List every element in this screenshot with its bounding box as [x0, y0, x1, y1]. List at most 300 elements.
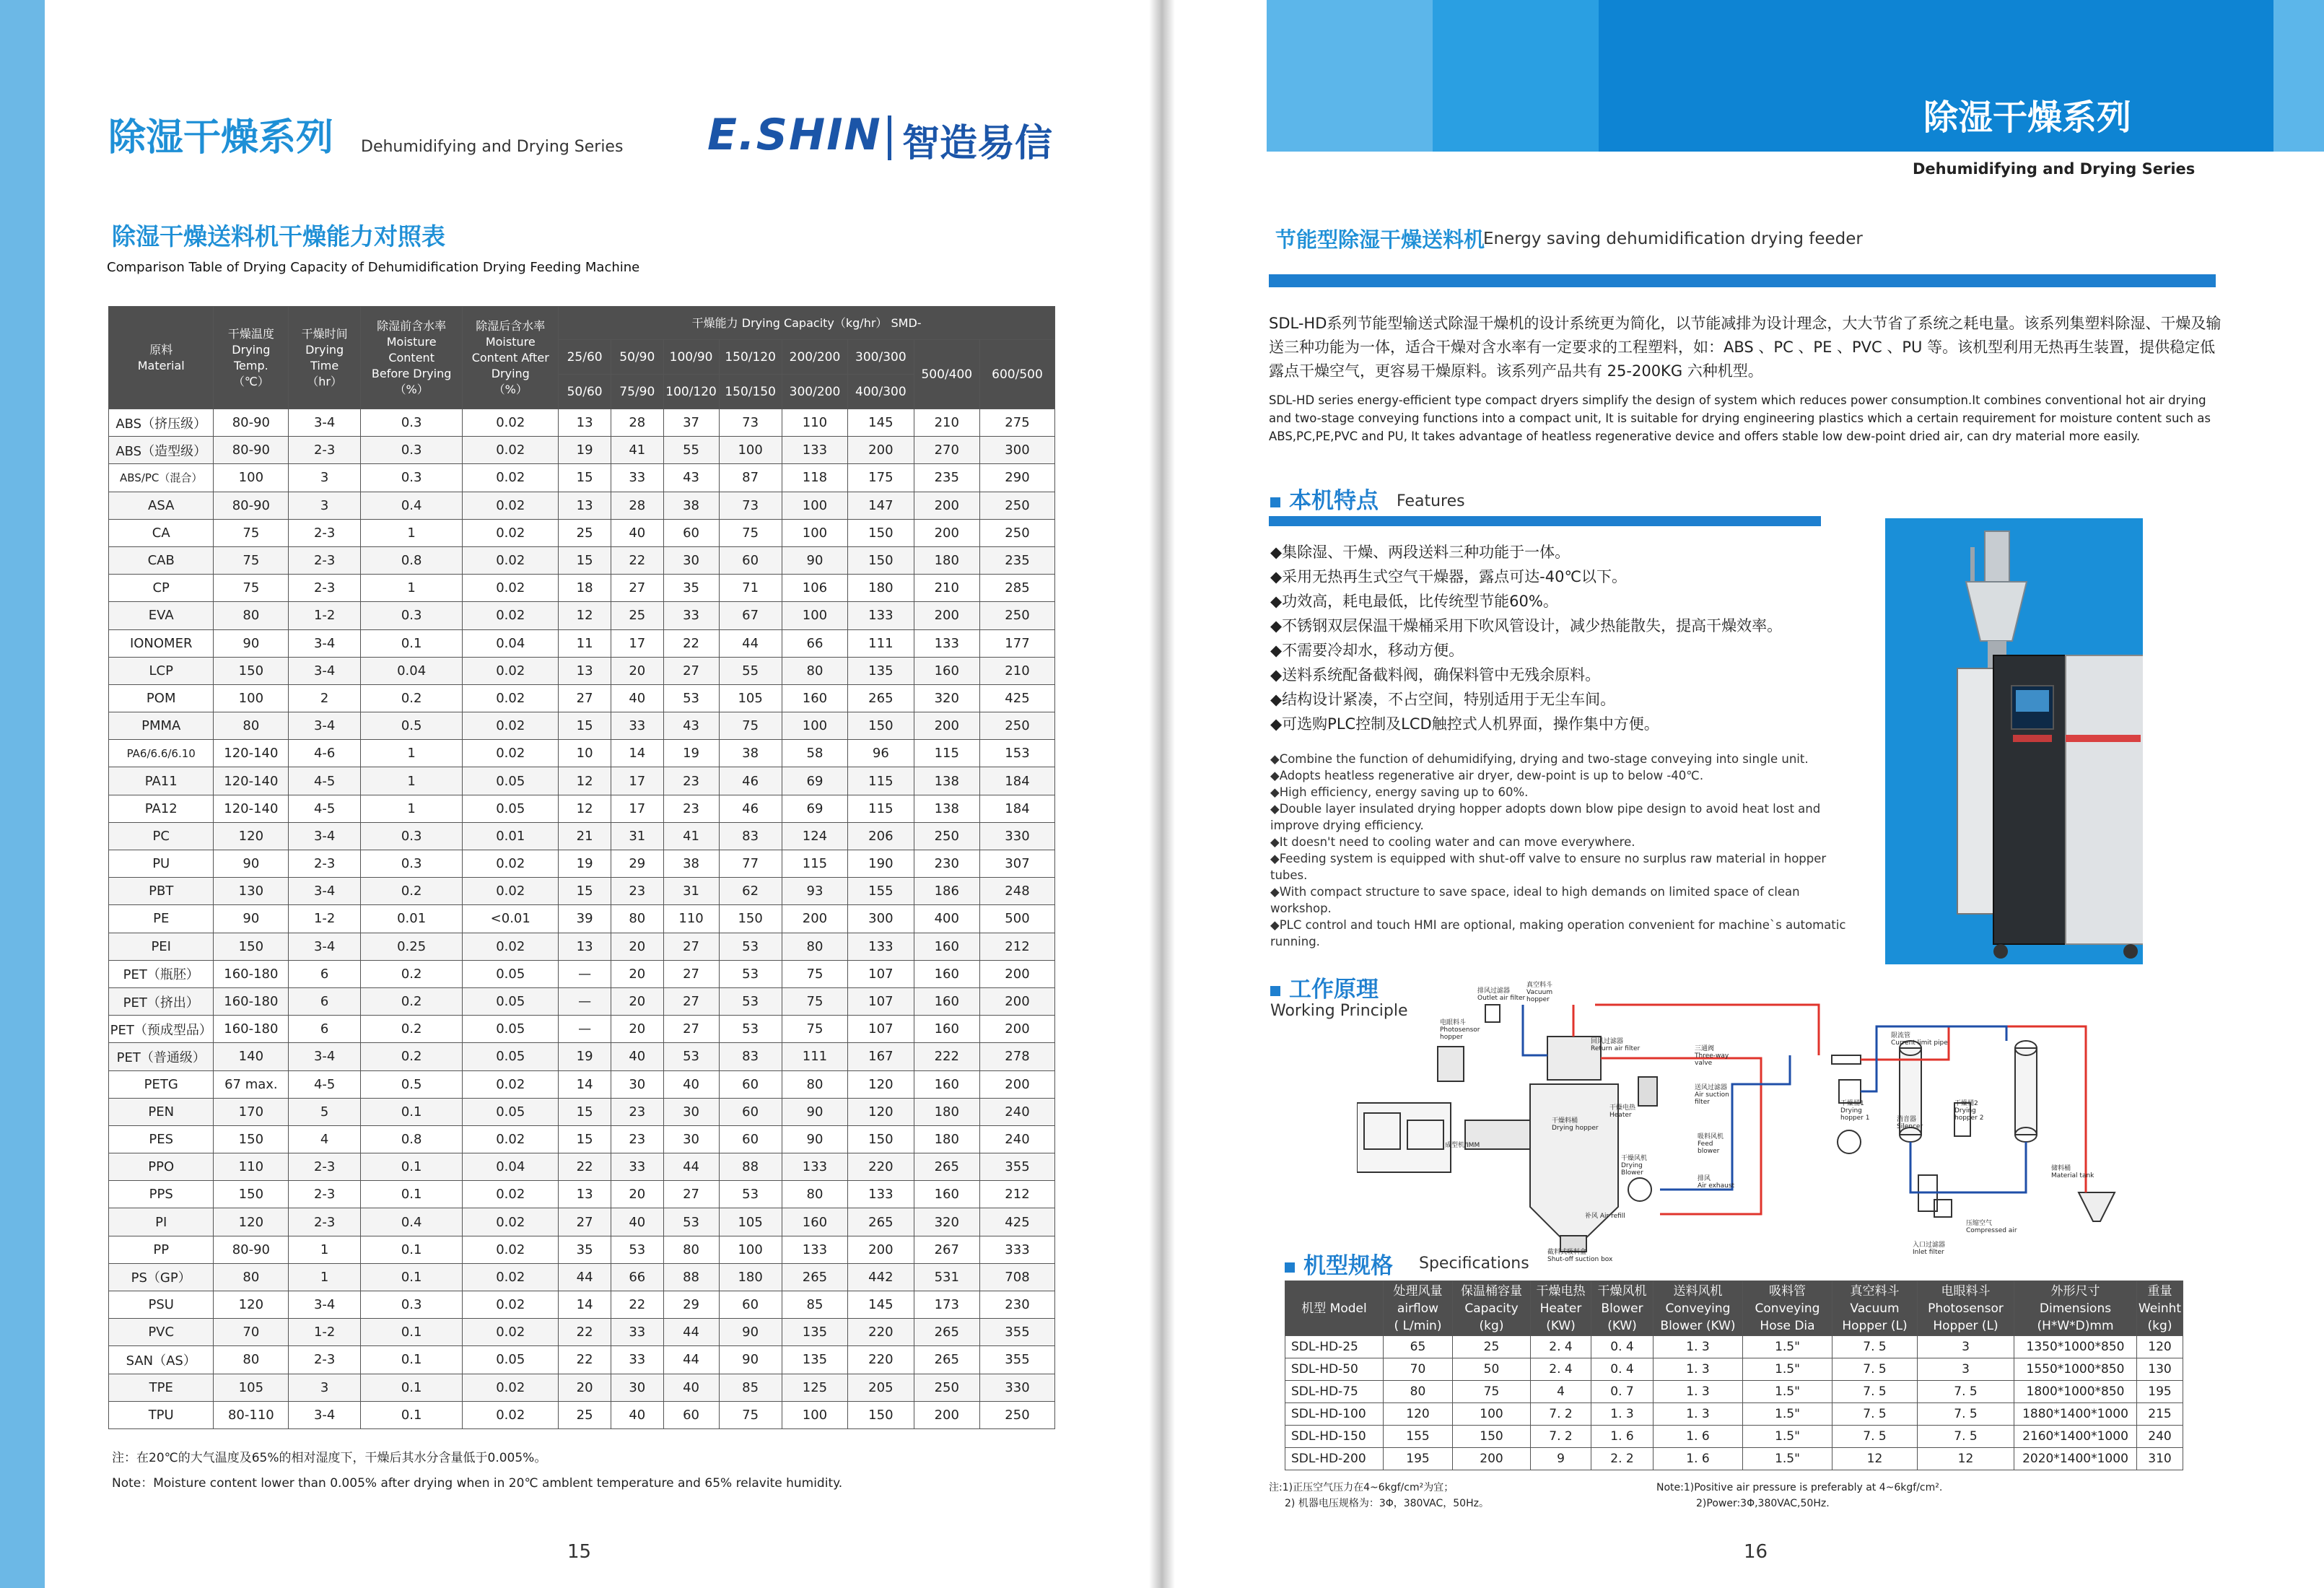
value-cell: 90 [719, 1319, 782, 1346]
feature-item: ◆不需要冷却水，移动方便。 [1270, 642, 1464, 659]
table-row [109, 933, 1055, 960]
value-cell: 53 [719, 1181, 782, 1208]
spec-header-cell: 吸料管 Conveying Hose Dia [1743, 1281, 1832, 1336]
value-cell: 0.02 [463, 1291, 559, 1319]
value-cell: <0.01 [463, 905, 559, 933]
feature-item-en: ◆With compact structure to save space, ideal to high demands on limited space of clean workshop. [1270, 885, 1800, 915]
table-row [109, 437, 1055, 464]
spec-value-cell: 155 [1384, 1426, 1453, 1448]
value-cell: 150 [214, 1181, 289, 1208]
value-cell: 10 [559, 740, 611, 767]
value-cell: 90 [214, 629, 289, 657]
value-cell: 55 [719, 657, 782, 684]
value-cell: 15 [559, 878, 611, 905]
value-cell: 22 [559, 1346, 611, 1374]
table-row [109, 602, 1055, 629]
value-cell: 13 [559, 1181, 611, 1208]
value-cell: 85 [719, 1374, 782, 1401]
value-cell: 17 [611, 767, 663, 795]
label-air-refill: 补风 Air refill [1585, 1213, 1625, 1220]
value-cell: 0.5 [361, 712, 463, 740]
value-cell: 150 [848, 1401, 914, 1428]
value-cell: 265 [848, 1208, 914, 1236]
value-cell: 39 [559, 905, 611, 933]
label-silencer: 消音器 Silencer [1897, 1116, 1923, 1130]
value-cell: 220 [848, 1346, 914, 1374]
value-cell: 53 [611, 1236, 663, 1263]
value-cell: 150 [848, 712, 914, 740]
header-capacity: 干燥能力 Drying Capacity（kg/hr） SMD- [559, 307, 1055, 340]
value-cell: 0.05 [463, 1016, 559, 1043]
value-cell: 67 [719, 602, 782, 629]
value-cell: 38 [663, 492, 719, 519]
material-cell: TPE [109, 1374, 214, 1401]
value-cell: 69 [782, 795, 847, 822]
value-cell: 44 [663, 1346, 719, 1374]
table-row [109, 492, 1055, 519]
value-cell: 60 [719, 1098, 782, 1125]
value-cell: 66 [611, 1263, 663, 1291]
value-cell: 0.02 [463, 878, 559, 905]
features-heading: 本机特点 [1270, 482, 1379, 515]
table-row [109, 740, 1055, 767]
features-rule [1269, 516, 1821, 526]
value-cell: 3-4 [289, 878, 361, 905]
value-cell: 100 [782, 602, 847, 629]
size-header: 300/200 [782, 375, 847, 409]
value-cell: 80 [782, 1070, 847, 1098]
value-cell: 184 [979, 767, 1054, 795]
value-cell: 265 [848, 684, 914, 712]
spec-header-cell: 外形尺寸 Dimensions (H*W*D)mm [2014, 1281, 2137, 1336]
value-cell: 80-90 [214, 409, 289, 437]
size-header: 150/150 [719, 375, 782, 409]
spec-value-cell: 1.5" [1743, 1403, 1832, 1426]
material-cell: PEI [109, 933, 214, 960]
value-cell: 75 [782, 987, 847, 1015]
spec-value-cell: 195 [1384, 1448, 1453, 1470]
value-cell: 53 [719, 960, 782, 987]
value-cell: 0.3 [361, 850, 463, 878]
feature-item-en: ◆It doesn't need to cooling water and can move everywhere. [1270, 835, 1635, 849]
size-header: 500/400 [914, 340, 979, 409]
value-cell: 19 [559, 850, 611, 878]
value-cell: 0.02 [463, 409, 559, 437]
value-cell: 80-90 [214, 492, 289, 519]
value-cell: 115 [848, 767, 914, 795]
value-cell: 180 [914, 546, 979, 574]
page-number-right: 16 [1744, 1541, 1768, 1563]
label-drying-blower: 干燥风机 Drying Blower [1621, 1155, 1648, 1177]
spec-value-cell: 1. 6 [1654, 1448, 1743, 1470]
value-cell: 0.1 [361, 1098, 463, 1125]
value-cell: 0.1 [361, 629, 463, 657]
spec-value-cell: 7. 5 [1832, 1381, 1918, 1403]
value-cell: 307 [979, 850, 1054, 878]
value-cell: 100 [782, 712, 847, 740]
spec-value-cell: 1. 3 [1654, 1381, 1743, 1403]
value-cell: 133 [914, 629, 979, 657]
value-cell: 0.02 [463, 1236, 559, 1263]
value-cell: 240 [979, 1098, 1054, 1125]
label-current-limit: 限流管 Current limit pipe [1891, 1032, 1948, 1047]
value-cell: 0.02 [463, 1401, 559, 1428]
value-cell: 75 [214, 575, 289, 602]
value-cell: 0.02 [463, 1070, 559, 1098]
value-cell: 0.02 [463, 1125, 559, 1153]
value-cell: 2-3 [289, 850, 361, 878]
square-bullet-icon [1285, 1262, 1295, 1273]
value-cell: 40 [663, 1374, 719, 1401]
spec-value-cell: 1800*1000*850 [2014, 1381, 2137, 1403]
value-cell: 1 [361, 795, 463, 822]
value-cell: 320 [914, 684, 979, 712]
value-cell: 22 [663, 629, 719, 657]
material-cell: LCP [109, 657, 214, 684]
material-cell: CP [109, 575, 214, 602]
spec-value-cell: 1. 3 [1654, 1358, 1743, 1381]
value-cell: 22 [559, 1153, 611, 1181]
value-cell: 200 [979, 960, 1054, 987]
spec-header-row [1285, 1281, 2183, 1336]
material-cell: PPS [109, 1181, 214, 1208]
value-cell: 320 [914, 1208, 979, 1236]
value-cell: 20 [559, 1374, 611, 1401]
material-cell: PA11 [109, 767, 214, 795]
value-cell: 71 [719, 575, 782, 602]
value-cell: 31 [611, 822, 663, 850]
value-cell: 90 [782, 1098, 847, 1125]
material-cell: ABS（造型级） [109, 437, 214, 464]
value-cell: 150 [214, 1125, 289, 1153]
value-cell: 120 [214, 1208, 289, 1236]
header-moisture-after: 除湿后含水率 Moisture Content After Drying （%） [463, 307, 559, 409]
value-cell: 0.04 [361, 657, 463, 684]
label-suction-filter: 送风过滤器 Air suction filter [1695, 1084, 1729, 1106]
value-cell: 135 [782, 1319, 847, 1346]
value-cell: 160 [914, 1070, 979, 1098]
left-edge-stripe [0, 0, 45, 1588]
value-cell: 100 [782, 492, 847, 519]
value-cell: 4-6 [289, 740, 361, 767]
value-cell: 0.05 [463, 987, 559, 1015]
spec-value-cell: 7. 5 [1832, 1403, 1918, 1426]
value-cell: 100 [214, 464, 289, 492]
header-material: 原料 Material [109, 307, 214, 409]
value-cell: 53 [719, 987, 782, 1015]
value-cell: 40 [611, 1043, 663, 1070]
value-cell: 33 [611, 1153, 663, 1181]
spec-row [1285, 1381, 2183, 1403]
banner-subtitle: Dehumidifying and Drying Series [1913, 160, 2196, 178]
value-cell: 3 [289, 492, 361, 519]
value-cell: 0.02 [463, 464, 559, 492]
value-cell: — [559, 960, 611, 987]
value-cell: 1 [361, 519, 463, 546]
value-cell: 6 [289, 1016, 361, 1043]
value-cell: 0.02 [463, 519, 559, 546]
material-cell: CA [109, 519, 214, 546]
value-cell: 33 [611, 464, 663, 492]
material-cell: PP [109, 1236, 214, 1263]
spec-value-cell: 1350*1000*850 [2014, 1336, 2137, 1358]
value-cell: 0.2 [361, 684, 463, 712]
value-cell: 90 [782, 546, 847, 574]
feature-item: ◆不锈钢双层保温干燥桶采用下吹风管设计，减少热能散失，提高干燥效率。 [1270, 617, 1783, 634]
value-cell: 30 [663, 546, 719, 574]
value-cell: 160 [782, 684, 847, 712]
spec-value-cell: 7. 5 [1832, 1426, 1918, 1448]
value-cell: 3-4 [289, 657, 361, 684]
feature-item-en: ◆Adopts heatless regenerative air dryer, dew-point is up to below -40℃. [1270, 769, 1704, 782]
spec-value-cell: 1.5" [1743, 1336, 1832, 1358]
value-cell: 30 [663, 1125, 719, 1153]
value-cell: 250 [914, 1374, 979, 1401]
model-cell: SDL-HD-50 [1285, 1358, 1384, 1381]
spec-value-cell: 150 [1453, 1426, 1531, 1448]
value-cell: 3 [289, 1374, 361, 1401]
value-cell: 442 [848, 1263, 914, 1291]
feature-item-en: ◆PLC control and touch HMI are optional, making operation convenient for machine`s automatic running. [1270, 918, 1846, 948]
value-cell: 708 [979, 1263, 1054, 1291]
material-cell: PS（GP） [109, 1263, 214, 1291]
value-cell: 3-4 [289, 1401, 361, 1428]
table-row [109, 1236, 1055, 1263]
table-row [109, 960, 1055, 987]
feature-item-en: ◆Double layer insulated drying hopper adopts down blow pipe design to avoid heat lost and improve drying efficiency. [1270, 802, 1821, 832]
value-cell: 184 [979, 795, 1054, 822]
material-cell: PMMA [109, 712, 214, 740]
table-note-cn: 注：在20℃的大气温度及65%的相对湿度下，干燥后其水分含量低于0.005%。 [112, 1451, 547, 1465]
spec-value-cell: 12 [1832, 1448, 1918, 1470]
table-row [109, 1374, 1055, 1401]
value-cell: 0.2 [361, 960, 463, 987]
spec-value-cell: 70 [1384, 1358, 1453, 1381]
value-cell: 0.02 [463, 850, 559, 878]
table-row [109, 1070, 1055, 1098]
value-cell: 210 [979, 657, 1054, 684]
value-cell: 0.02 [463, 740, 559, 767]
value-cell: 0.02 [463, 1181, 559, 1208]
value-cell: 0.1 [361, 1181, 463, 1208]
value-cell: 180 [719, 1263, 782, 1291]
spec-value-cell: 195 [2137, 1381, 2183, 1403]
material-cell: PSU [109, 1291, 214, 1319]
value-cell: 250 [979, 519, 1054, 546]
value-cell: 135 [848, 657, 914, 684]
label-drying-hopper-1: 干燥桶1 Drying hopper 1 [1840, 1100, 1870, 1122]
spec-note-cn-1: 注:1)正压空气压力在4~6kgf/cm²为宜； [1269, 1482, 1454, 1493]
value-cell: 80 [214, 712, 289, 740]
value-cell: 88 [719, 1153, 782, 1181]
spec-value-cell: 2. 4 [1531, 1358, 1591, 1381]
value-cell: 0.3 [361, 822, 463, 850]
page-16 [1162, 0, 2324, 1588]
value-cell: 105 [214, 1374, 289, 1401]
spec-value-cell: 65 [1384, 1336, 1453, 1358]
label-air-exhaust: 排风 Air exhaust [1698, 1175, 1735, 1190]
value-cell: 133 [848, 1181, 914, 1208]
table-row [109, 1208, 1055, 1236]
feature-item: ◆结构设计紧凑，不占空间，特别适用于无尘车间。 [1270, 691, 1616, 708]
value-cell: 115 [848, 795, 914, 822]
brand-name-cn: 智造易信 [902, 122, 1053, 165]
value-cell: 170 [214, 1098, 289, 1125]
header-banner [1267, 0, 2324, 152]
value-cell: 285 [979, 575, 1054, 602]
value-cell: 53 [663, 1208, 719, 1236]
material-cell: ABS/PC（混合） [109, 464, 214, 492]
value-cell: 25 [559, 519, 611, 546]
value-cell: 160-180 [214, 960, 289, 987]
label-drying-hopper: 干燥料桶 Drying hopper [1552, 1117, 1599, 1132]
value-cell: 4-5 [289, 1070, 361, 1098]
table-row [109, 546, 1055, 574]
value-cell: 1-2 [289, 1319, 361, 1346]
value-cell: 0.01 [361, 905, 463, 933]
value-cell: 300 [979, 437, 1054, 464]
value-cell: 125 [782, 1374, 847, 1401]
value-cell: 118 [782, 464, 847, 492]
value-cell: 150 [719, 905, 782, 933]
value-cell: 120 [848, 1098, 914, 1125]
value-cell: 355 [979, 1319, 1054, 1346]
value-cell: 0.1 [361, 1401, 463, 1428]
square-bullet-icon [1270, 497, 1280, 507]
label-material-tank: 储料桶 Material tank [2051, 1165, 2094, 1179]
value-cell: 150 [214, 657, 289, 684]
spec-header-cell: 电眼料斗 Photosensor Hopper (L) [1918, 1281, 2014, 1336]
value-cell: 73 [719, 492, 782, 519]
value-cell: 250 [979, 602, 1054, 629]
value-cell: 90 [214, 905, 289, 933]
value-cell: 30 [611, 1374, 663, 1401]
value-cell: 1 [289, 1263, 361, 1291]
value-cell: 138 [914, 767, 979, 795]
value-cell: 111 [782, 1043, 847, 1070]
table-row [109, 1016, 1055, 1043]
value-cell: 37 [663, 409, 719, 437]
value-cell: 100 [782, 519, 847, 546]
value-cell: 0.3 [361, 409, 463, 437]
value-cell: 147 [848, 492, 914, 519]
brand-logo: E.SHIN [707, 110, 882, 160]
value-cell: 27 [663, 1181, 719, 1208]
value-cell: 200 [979, 1070, 1054, 1098]
intro-paragraph-cn: SDL-HD系列节能型输送式除湿干燥机的设计系统更为简化，以节能减排为设计理念，大大节省了系统之耗电量。该系列集塑料除湿、干燥及输送三种功能为一体，适合干燥对含水率有一定要求的工程塑料，如：ABS 、PC 、PE 、PVC 、PU 等。该机型利用无热再生装置，提供稳定低露点干燥空气，更容易干燥原料。该系列产品共有 25-200KG 六种机型。 [1269, 315, 2222, 380]
value-cell: 83 [719, 822, 782, 850]
value-cell: 80 [782, 657, 847, 684]
value-cell: 60 [719, 1070, 782, 1098]
value-cell: 60 [663, 1401, 719, 1428]
label-heater: 干燥电热 Heater [1609, 1104, 1636, 1119]
value-cell: 33 [663, 602, 719, 629]
value-cell: 110 [214, 1153, 289, 1181]
value-cell: 90 [719, 1346, 782, 1374]
spec-value-cell: 7. 5 [1918, 1426, 2014, 1448]
value-cell: 267 [914, 1236, 979, 1263]
model-cell: SDL-HD-200 [1285, 1448, 1384, 1470]
value-cell: 27 [663, 657, 719, 684]
value-cell: 0.3 [361, 602, 463, 629]
table-row [109, 1153, 1055, 1181]
value-cell: 0.05 [463, 960, 559, 987]
size-header: 100/90 [663, 340, 719, 375]
value-cell: 240 [979, 1125, 1054, 1153]
value-cell: 150 [848, 546, 914, 574]
value-cell: 180 [914, 1098, 979, 1125]
size-header: 50/60 [559, 375, 611, 409]
table-row [109, 795, 1055, 822]
value-cell: 0.1 [361, 1374, 463, 1401]
value-cell: 133 [782, 437, 847, 464]
spec-value-cell: 7. 5 [1918, 1403, 2014, 1426]
value-cell: 40 [611, 1208, 663, 1236]
value-cell: 250 [979, 1401, 1054, 1428]
value-cell: 2-3 [289, 437, 361, 464]
page-number-left: 15 [567, 1541, 592, 1563]
value-cell: 44 [719, 629, 782, 657]
spec-header-cell: 干燥电热 Heater (KW) [1531, 1281, 1591, 1336]
value-cell: 27 [611, 575, 663, 602]
table-row [109, 1263, 1055, 1291]
value-cell: 33 [611, 712, 663, 740]
spec-value-cell: 7. 5 [1832, 1358, 1918, 1381]
value-cell: 160 [914, 960, 979, 987]
value-cell: 75 [782, 1016, 847, 1043]
value-cell: 2-3 [289, 1346, 361, 1374]
label-compressed-air: 压缩空气 Compressed air [1966, 1220, 2017, 1234]
value-cell: 40 [611, 1401, 663, 1428]
value-cell: 66 [782, 629, 847, 657]
table-row [109, 712, 1055, 740]
value-cell: 120 [214, 822, 289, 850]
value-cell: 230 [979, 1291, 1054, 1319]
product-title: 节能型除湿干燥送料机 [1275, 227, 1485, 252]
table-row [109, 878, 1055, 905]
value-cell: 2-3 [289, 1208, 361, 1236]
table-note-en: Note：Moisture content lower than 0.005% after drying when in 20℃ amblent temperature and 65% relavite humidity. [112, 1476, 843, 1491]
feature-item: ◆送料系统配备截料阀，确保料管中无残余原料。 [1270, 666, 1601, 684]
value-cell: 0.02 [463, 933, 559, 960]
value-cell: 100 [214, 684, 289, 712]
value-cell: 0.4 [361, 1208, 463, 1236]
value-cell: 500 [979, 905, 1054, 933]
table-row [109, 575, 1055, 602]
material-cell: TPU [109, 1401, 214, 1428]
value-cell: 120-140 [214, 767, 289, 795]
value-cell: 120 [848, 1070, 914, 1098]
spec-value-cell: 12 [1918, 1448, 2014, 1470]
value-cell: 15 [559, 464, 611, 492]
spec-value-cell: 2. 2 [1591, 1448, 1654, 1470]
spec-value-cell: 2. 4 [1531, 1336, 1591, 1358]
value-cell: 6 [289, 960, 361, 987]
table-row [109, 1043, 1055, 1070]
value-cell: 75 [719, 519, 782, 546]
value-cell: 25 [611, 602, 663, 629]
spec-row [1285, 1448, 2183, 1470]
value-cell: 0.04 [463, 1153, 559, 1181]
value-cell: 90 [782, 1125, 847, 1153]
value-cell: 235 [979, 546, 1054, 574]
value-cell: 250 [914, 822, 979, 850]
value-cell: 105 [719, 1208, 782, 1236]
spec-heading: 机型规格 [1285, 1247, 1393, 1280]
value-cell: 265 [914, 1346, 979, 1374]
spec-value-cell: 1. 6 [1654, 1426, 1743, 1448]
spec-value-cell: 3 [1918, 1336, 2014, 1358]
